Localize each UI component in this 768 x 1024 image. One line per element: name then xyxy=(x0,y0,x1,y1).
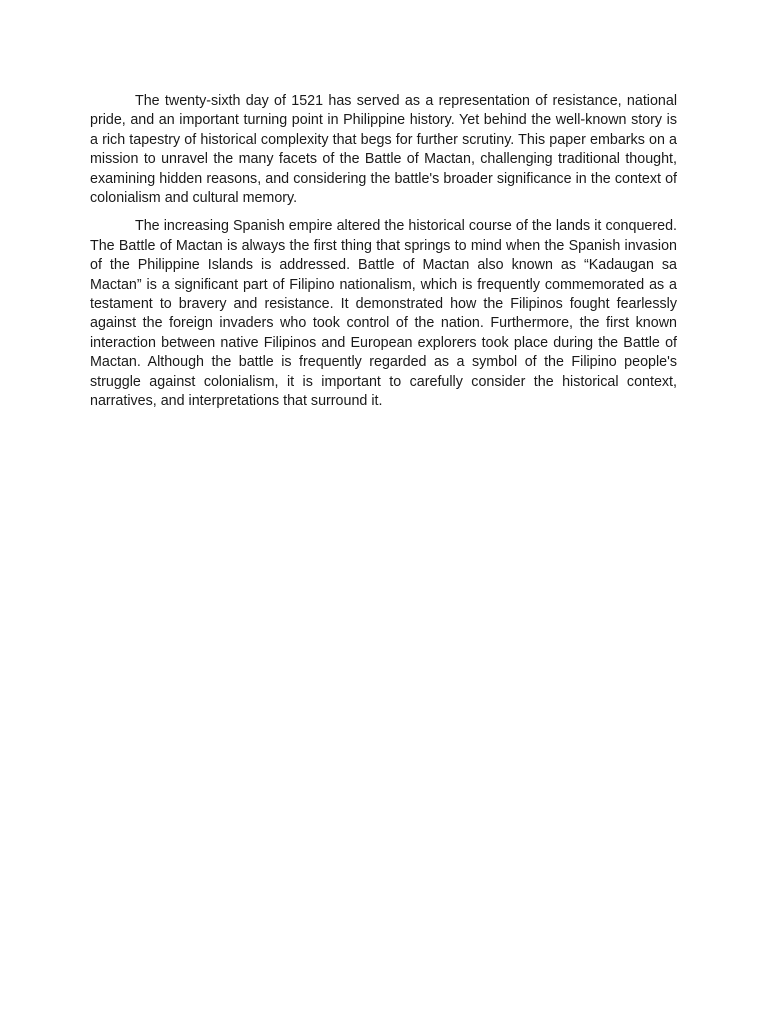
paragraph-1: The twenty-sixth day of 1521 has served as a representation of resistance, national pride, and an important turning point in Philippine history. Yet behind the well-known story is a rich tapestry of historical complexity that begs for further scrutiny. This paper embarks on a mission to unravel the many facets of the Battle of Mactan, challenging traditional thought, examining hidden reasons, and considering the battle's broader significance in the context of colonialism and cultural memory. xyxy=(90,93,677,207)
body-text xyxy=(90,92,677,421)
paragraph-2: The increasing Spanish empire altered the historical course of the lands it conquered. The Battle of Mactan is always the first thing that springs to mind when the Spanish invasion of the Philippine Islands is addressed. Battle of Mactan also known as “Kadaugan sa Mactan” is a significant part of Filipino nationalism, which is frequently commemorated as a testament to bravery and resistance. It demonstrated how the Filipinos fought fearlessly against the foreign invaders who took control of the nation. Furthermore, the first known interaction between native Filipinos and European explorers took place during the Battle of Mactan. Although the battle is frequently regarded as a symbol of the Filipino people's struggle against colonialism, it is important to carefully consider the historical context, narratives, and interpretations that surround it. xyxy=(90,218,677,410)
